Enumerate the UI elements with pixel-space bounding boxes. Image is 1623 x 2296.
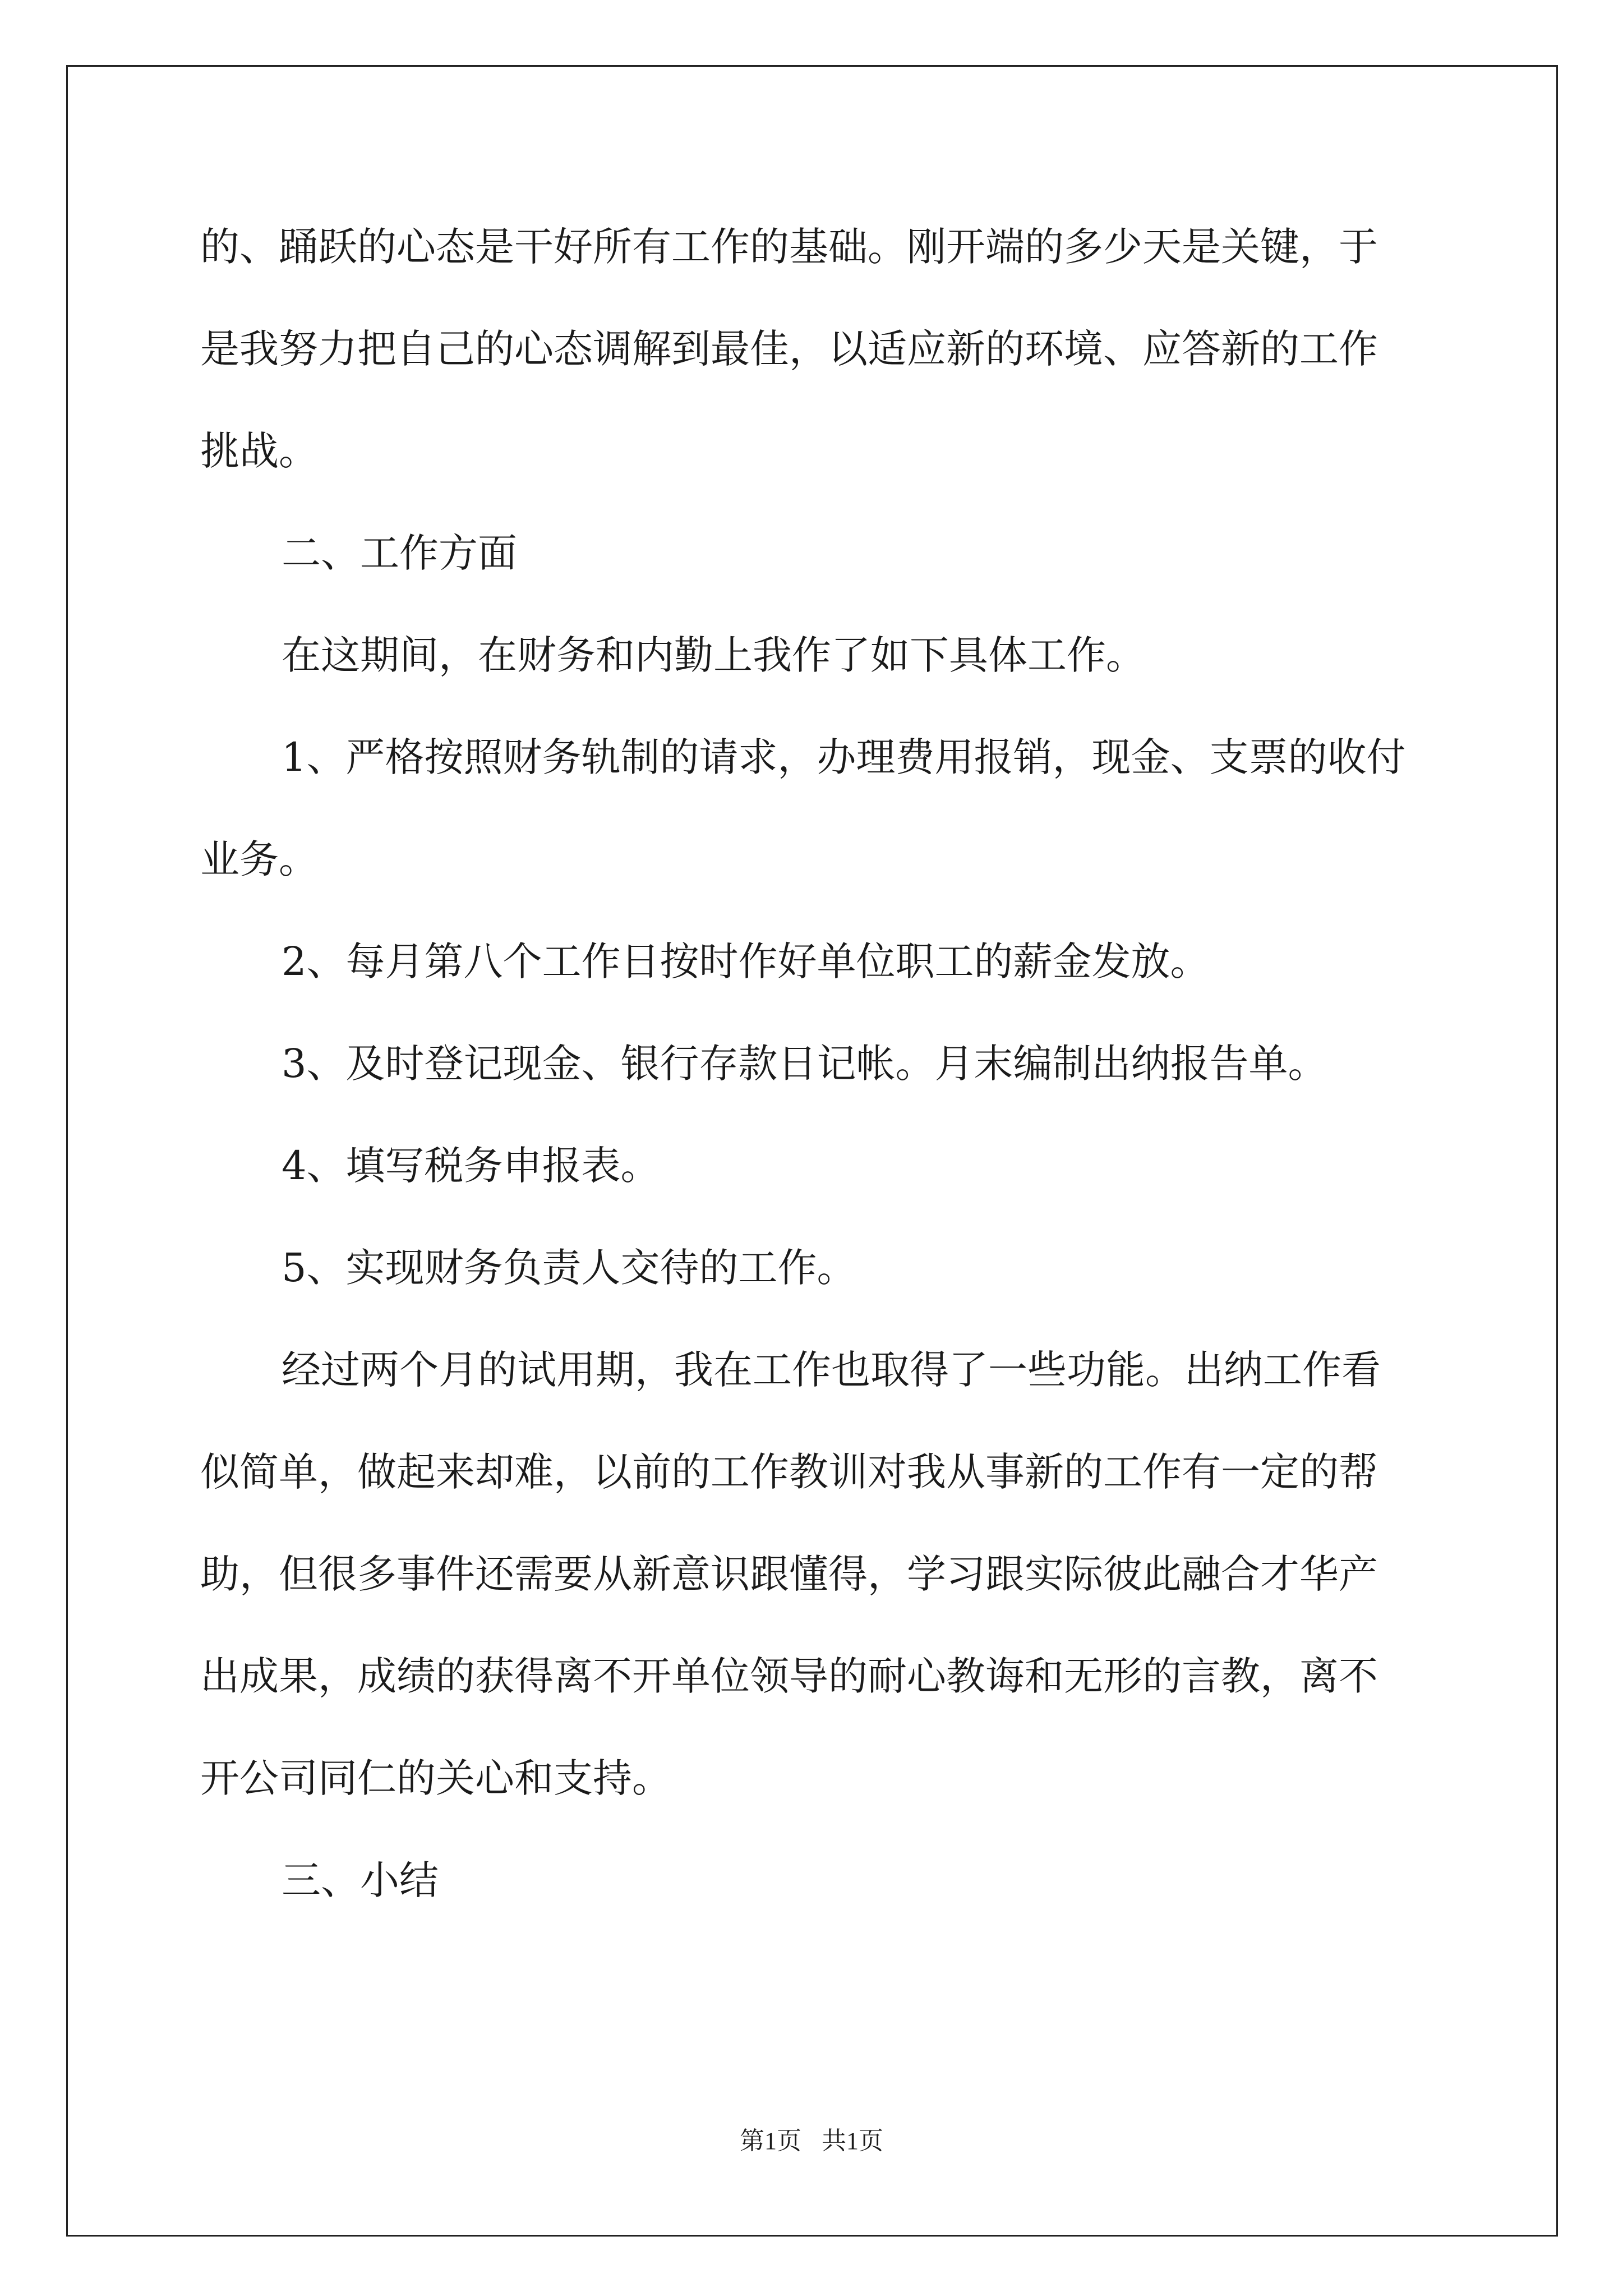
text-line-15: 出成果，成绩的获得离不开单位领导的耐心教诲和无形的言教，离不 <box>200 1653 1378 1699</box>
text-line-5: 在这期间，在财务和内勤上我作了如下具体工作。 <box>282 632 1145 678</box>
list-item-2: 2、每月第八个工作日按时作好单位职工的薪金发放。 <box>282 938 1210 984</box>
page-total: 共1页 <box>822 2127 883 2155</box>
section-heading-summary: 三、小结 <box>282 1857 439 1903</box>
list-item-4: 4、填写税务申报表。 <box>282 1143 660 1189</box>
text-line-16: 开公司同仁的关心和支持。 <box>200 1755 671 1801</box>
text-line-1: 的、踊跃的心态是干好所有工作的基础。刚开端的多少天是关键，于 <box>200 224 1378 270</box>
text-line-2: 是我努力把自己的心态调解到最佳，以适应新的环境、应答新的工作 <box>200 326 1378 372</box>
page-footer <box>0 2129 1623 2154</box>
list-item-5: 5、实现财务负责人交待的工作。 <box>282 1245 856 1291</box>
list-item-3: 3、及时登记现金、银行存款日记帐。月末编制出纳报告单。 <box>282 1041 1327 1087</box>
text-line-12: 经过两个月的试用期，我在工作也取得了一些功能。出纳工作看 <box>282 1347 1381 1393</box>
text-line-14: 助，但很多事件还需要从新意识跟懂得，学习跟实际彼此融合才华产 <box>200 1551 1378 1597</box>
text-line-13: 似简单，做起来却难，以前的工作教训对我从事新的工作有一定的帮 <box>200 1449 1378 1495</box>
list-item-1: 1、严格按照财务轨制的请求，办理费用报销，现金、支票的收付 <box>282 734 1406 780</box>
page-number: 第1页 <box>740 2127 801 2155</box>
list-item-1-cont: 业务。 <box>200 836 318 882</box>
section-heading-work: 二、工作方面 <box>282 530 517 576</box>
text-line-3: 挑战。 <box>200 428 318 474</box>
